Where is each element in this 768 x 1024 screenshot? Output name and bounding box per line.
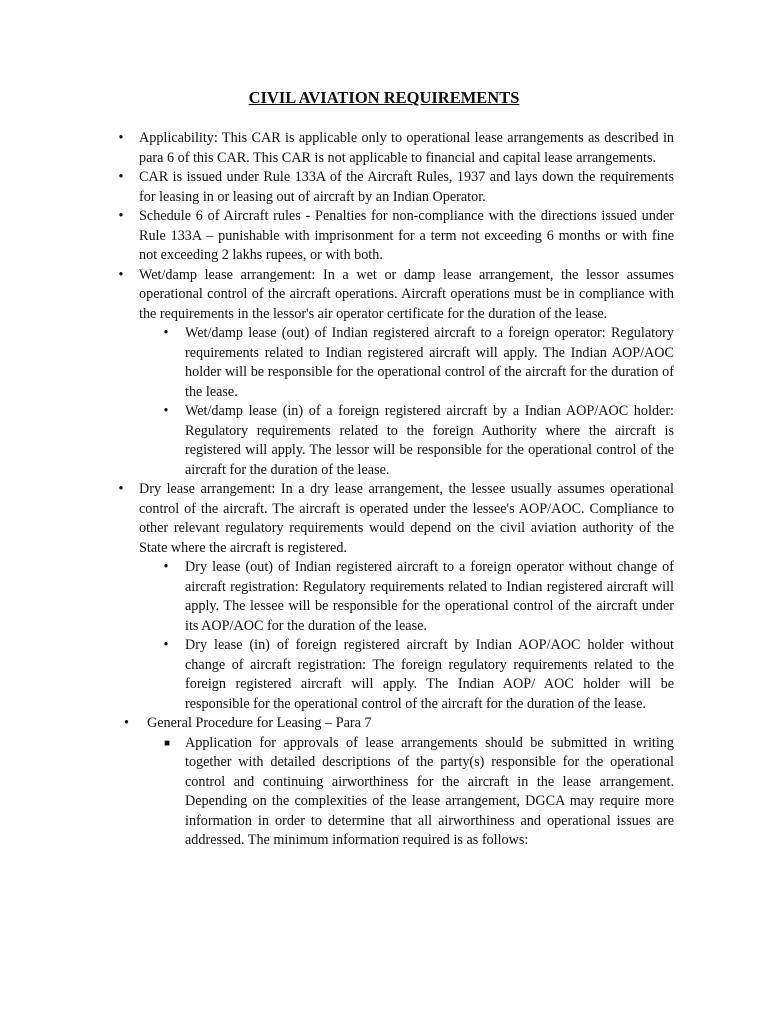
bullet-icon: •: [118, 481, 124, 497]
list-item-dry-lease-in: [163, 636, 674, 714]
bullet-icon: •: [118, 208, 124, 224]
item-text: Wet/damp lease (out) of Indian registered aircraft to a foreign operator: Regulatory requirements related to Indian registered aircraft will apply. The Indian AOP/AOC holder will be responsible for the operational control of the aircraft for the duration of the lease.: [185, 325, 674, 400]
item-text: Applicability: This CAR is applicable only to operational lease arrangements as described in para 6 of this CAR. This CAR is not applicable to financial and capital lease arrangements.: [139, 130, 674, 166]
item-text: Wet/damp lease arrangement: In a wet or damp lease arrangement, the lessor assumes operational control of the aircraft operations. Aircraft operations must be in compliance with the requirements in the lessor's air operator certificate for the duration of the lease.: [139, 266, 674, 322]
bullet-icon: •: [118, 266, 124, 283]
item-text: Application for approvals of lease arrangements should be submitted in writing together with detailed descriptions of the party(s) responsible for the operational control and continuing airworthiness for the aircraft in the lease arrangement. Depending on the complexities of the lease arrangement, DGCA may require more information in order to determine that all airworthiness and operational issues are addressed. The minimum information required is as follows:: [185, 734, 674, 848]
page-title: CIVIL AVIATION REQUIREMENTS: [248, 88, 520, 107]
list-item-applicability: [118, 129, 674, 168]
list-item-general-procedure: [124, 714, 674, 851]
list-item-rule-133a: [118, 168, 674, 207]
list-item-schedule-6: [118, 207, 674, 266]
list-item-application-for-approvals: [163, 734, 674, 851]
bullet-icon: •: [124, 715, 129, 731]
requirements-list: [118, 129, 674, 851]
wet-lease-sub-list: [139, 324, 674, 480]
bullet-icon: •: [118, 130, 124, 146]
item-text: Dry lease (in) of foreign registered aircraft by Indian AOP/AOC holder without change of aircraft registration: The foreign regulatory requirements related to the foreign registered aircraft will apply. The Indian AOP/ AOC holder will be responsible for the operational control of the aircraft for the duration of the lease.: [185, 637, 674, 712]
list-item-dry-lease-out: [163, 558, 674, 636]
list-item-wet-lease-in: [163, 402, 674, 480]
list-item-wet-damp-lease: [118, 266, 674, 481]
bullet-icon: •: [163, 559, 169, 575]
item-text: General Procedure for Leasing – Para 7: [147, 715, 372, 731]
item-text: Dry lease arrangement: In a dry lease arrangement, the lessee usually assumes operational control of the aircraft. The aircraft is operated under the lessee's AOP/AOC. Compliance to other relevant regulatory requirements would depend on the civil aviation authority of the State where the aircraft is registered.: [139, 481, 674, 556]
bullet-icon: •: [163, 637, 169, 653]
bullet-icon: •: [163, 403, 169, 419]
general-procedure-sub-list: [147, 734, 674, 851]
list-item-wet-lease-out: [163, 324, 674, 402]
dry-lease-sub-list: [139, 558, 674, 714]
bullet-icon: •: [163, 325, 169, 341]
item-text: Schedule 6 of Aircraft rules - Penalties for non-compliance with the directions issued under Rule 133A – punishable with imprisonment for a term not exceeding 6 months or with fine not exceeding 2 lakhs rupees, or with both.: [139, 208, 674, 263]
bullet-icon: •: [118, 169, 124, 185]
list-item-dry-lease: [118, 480, 674, 714]
square-bullet-icon: ■: [163, 737, 171, 749]
item-text: Wet/damp lease (in) of a foreign registered aircraft by a Indian AOP/AOC holder: Regulatory requirements related to the foreign Authority where the aircraft is registered will apply. The lessor will be responsible for the operational control of the aircraft for the duration of the lease.: [185, 403, 674, 478]
item-text: CAR is issued under Rule 133A of the Aircraft Rules, 1937 and lays down the requirements for leasing in or leasing out of aircraft by an Indian Operator.: [139, 169, 674, 205]
item-text: Dry lease (out) of Indian registered aircraft to a foreign operator without change of aircraft registration: Regulatory requirements related to Indian registered aircraft will apply. The lessee will be responsible for the operational control of the aircraft under its AOP/AOC for the duration of the lease.: [185, 559, 674, 634]
